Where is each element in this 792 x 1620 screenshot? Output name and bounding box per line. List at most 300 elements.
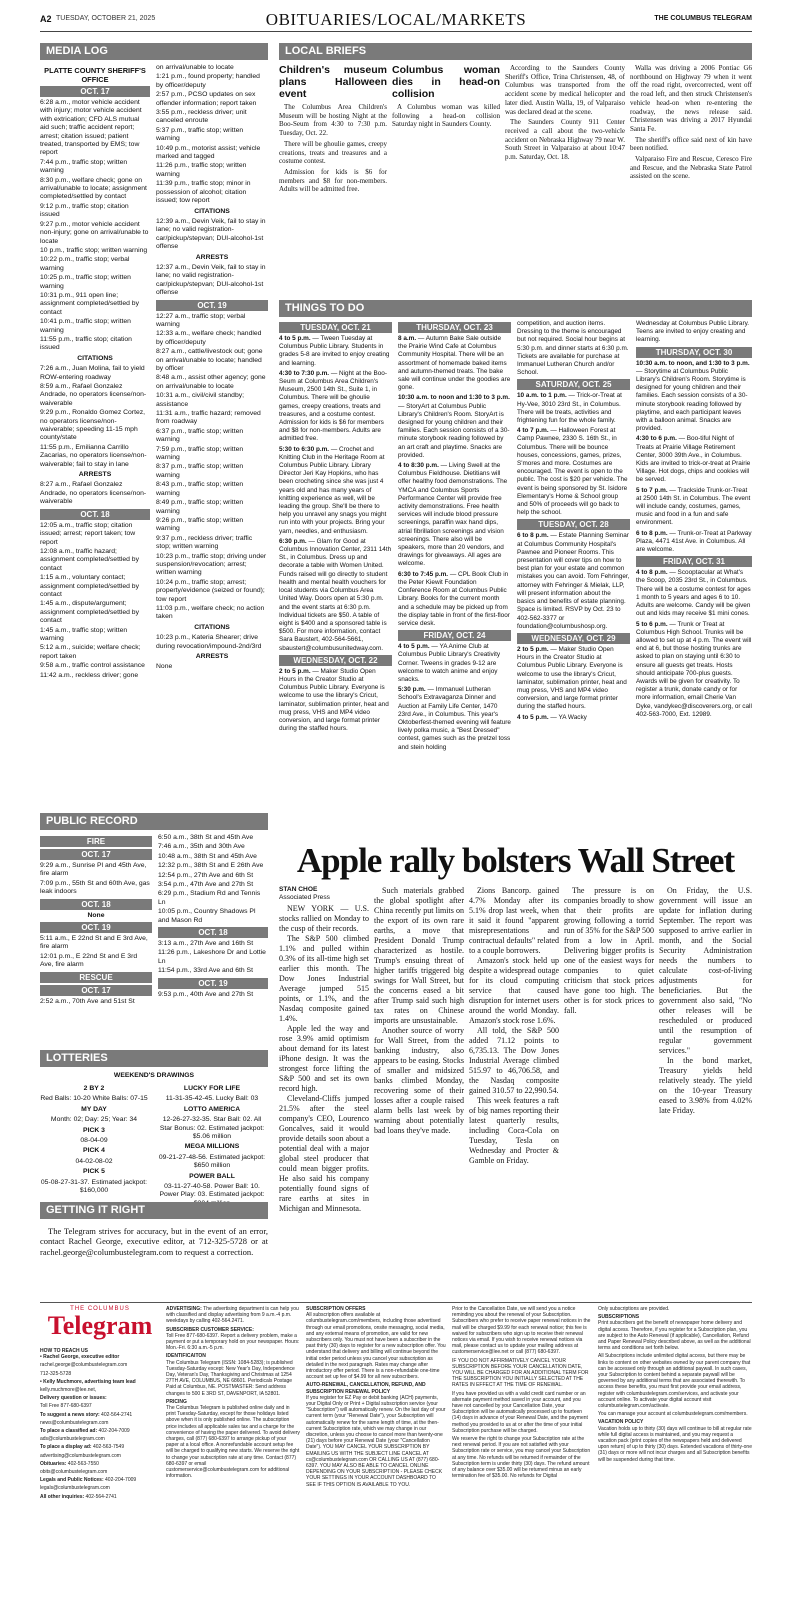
event-time: 10 a.m. to 1 p.m.	[517, 392, 567, 400]
log-entry: 8:37 p.m., traffic stop; written warning	[156, 463, 244, 479]
event-entry	[517, 532, 630, 630]
category-label: ARRESTS	[195, 653, 229, 660]
footer-text: news@columbustelegram.com	[40, 1419, 109, 1426]
log-entry: 1:21 p.m., found property; handled by officer/deputy	[156, 73, 260, 89]
footer-text: ads@columbustelegram.com	[40, 1436, 105, 1443]
event-time: 4 to 5 p.m.	[398, 643, 430, 651]
event-entry	[636, 569, 752, 618]
category-label: ARRESTS	[195, 253, 229, 261]
footer-label: All other inquiries:	[40, 1493, 85, 1500]
log-entry: 12:01 p.m., E 22nd St and E 3rd Ave, fire alarm	[40, 952, 138, 969]
log-entry: 7:44 p.m., traffic stop; written warning	[40, 158, 128, 175]
brief-2-para: The Saunders County 911 Center received a call about the two-vehicle accident on Nebraska Highway 79 near W. South Street in Valparaiso at about 10:47 p.m. Saturday, Oct. 18.	[505, 118, 625, 162]
event-time: 6 to 8 p.m.	[517, 532, 549, 540]
footer-item	[40, 1379, 160, 1385]
event-time: 6:30 to 7:45 p.m.	[398, 570, 449, 578]
event-entry	[636, 360, 752, 434]
footer-label: • Rachel George, executive editor	[40, 1354, 120, 1361]
log-entry: 6:37 p.m., traffic stop; written warning	[156, 427, 244, 444]
category-label: ARRESTS	[78, 471, 112, 479]
footer-label: To place a display ad:	[40, 1444, 92, 1451]
lottery-numbers: 11-31-35-42-45. Lucky Ball: 03	[165, 1095, 259, 1103]
footer-value: 402-563-7550	[66, 1460, 99, 1467]
date-subhead: OCT. 18	[40, 509, 150, 520]
footer-heading: SUBSCRIBER CUSTOMER SERVICE:	[166, 1326, 254, 1333]
story-col-5	[659, 886, 752, 1300]
public-record-header: PUBLIC RECORD	[40, 813, 268, 830]
log-entry: 9:29 a.m., Sunrise Pl and 45th Ave, fire alarm	[40, 862, 147, 878]
event-text: — CPL Book Club in the Peter Kiewit Foundation Conference Room at Columbus Public Library. Books for the current month and a schedule may be picked up from the display table in front of the first-floor service desk.	[398, 570, 510, 627]
log-entry: 11:31 a.m., traffic hazard; removed from roadway	[156, 410, 261, 426]
public-record-col-right	[158, 834, 268, 1044]
page-header	[40, 10, 752, 32]
footer-item	[40, 1412, 160, 1418]
footer-item	[40, 1354, 160, 1360]
log-entry: 9:27 p.m., motor vehicle accident non-injury; gone on arrival/unable to locate	[40, 220, 149, 245]
footer-heading: PRICING	[166, 1398, 187, 1405]
event-time: 8 a.m.	[398, 335, 417, 342]
footer-item	[166, 1306, 300, 1325]
event-time: 4 to 8 p.m.	[636, 569, 668, 577]
event-entry	[279, 370, 392, 444]
story-para: Such materials grabbed the global spotlight after China recently put limits on the export of its own rare earths, a move that President Donald Trump characterized as hostile. Trump's ensuing threat of higher tariffs triggered big swings for Wall Street, but the concerns eased a bit after Trump said such high tax rates on Chinese imports are unsustainable.	[374, 886, 464, 1025]
log-entry: 12:27 a.m., traffic stop; verbal warning	[156, 312, 246, 328]
log-entry: 11:55 p.m., traffic stop; citation issued	[40, 335, 132, 352]
log-entry: 10:22 p.m., traffic stop; verbal warning	[40, 256, 130, 272]
log-entry: 1:45 a.m., traffic stop; written warning	[40, 626, 128, 642]
footer-text: rachel.george@columbustelegram.com	[40, 1362, 128, 1369]
footer-value: The advertising department is can help you with classified and display advertising from 9 a.m.-4 p.m. weekdays by calling 402-564.2471.	[166, 1306, 299, 1325]
media-log-col-right	[156, 64, 268, 799]
lotteries-header: LOTTERIES	[40, 1050, 268, 1067]
event-text: — Scooptacular at What's the Scoop, 2035 23rd St., in Columbus. There will be a costume contest for ages 1 month to 5 years and ages 6 to 10. Adults are welcome. Candy will be given out and kids may receive $1 mini cones.	[636, 569, 751, 618]
footer-value: 402-563-7549	[91, 1444, 125, 1451]
event-entry	[398, 462, 511, 569]
media-log-header: MEDIA LOG	[40, 43, 268, 60]
log-entry: 10:41 p.m., traffic stop; written warning	[40, 318, 131, 334]
brief-2-headline: Columbus woman dies in head-on collision	[392, 64, 500, 100]
fire-subhead: FIRE	[40, 836, 152, 847]
log-entry: 9:53 p.m., 40th Ave and 27th St	[158, 990, 254, 998]
footer-value: 402-204-7009	[97, 1428, 130, 1435]
log-entry: 12:37 a.m., Devin Veik, fail to stay in lane; no valid registration-car/pickup/stepvan; DUI-alcohol-1st offense	[156, 263, 266, 297]
event-entry	[636, 530, 752, 555]
event-time: 5:30 p.m.	[398, 686, 426, 694]
log-entry: 3:13 a.m., 27th Ave and 16th St	[158, 940, 254, 948]
footer-heading: IDENTIFICAITON	[166, 1353, 206, 1360]
event-text: — YA Anime Club at Columbus Public Library's Creativity Corner. Tweens in grades 9-12 are welcome to watch anime and enjoy snacks.	[398, 643, 501, 683]
event-entry	[517, 714, 630, 722]
category-label: CITATIONS	[194, 207, 230, 215]
none-label: None	[87, 911, 105, 919]
date-subhead: OCT. 17	[40, 985, 152, 996]
brief-2-para: A Columbus woman was killed following a head-on collision Saturday night in Saunders County.	[392, 103, 500, 129]
rescue-subhead: RESCUE	[40, 972, 152, 983]
event-text: — StoryArt at Columbus Public Library's Children's Room. StoryArt is designed for young children and their families. Each session consists of a 30-minute storybook reading followed by an art craft and playtime. Snacks are provided.	[398, 402, 510, 459]
media-log-right-entries	[156, 64, 268, 672]
event-text: — Maker Studio Open Hours in the Creator Studio at Columbus Public Library. Everyone is welcome to use the library's Cricut, laminator, sublimation printer, heat and mug press, VHS and MP4 video conversion, and large format printer during the staffed hours.	[279, 667, 389, 733]
day-subhead: THURSDAY, OCT. 30	[636, 347, 752, 358]
event-entry	[398, 686, 511, 752]
footer-col-4	[452, 1306, 592, 1616]
brief-2-para: Walla was driving a 2006 Pontiac G6 northbound on Highway 79 when it went off the road right, overcorrected, went off the road left, and then struck Christensen's vehicle head-on when re-entering the roadway, the news release said. Christensen was driving a 2017 Hyundai Santa Fe.	[630, 64, 752, 133]
telegram-logo	[40, 1306, 160, 1346]
story-col-4	[564, 886, 654, 1300]
log-entry: 7:26 a.m., Juan Molina, fail to yield ROW-entering roadway	[40, 365, 145, 381]
page-number: A2	[40, 14, 52, 24]
lottery-numbers: 04-02-08-02	[75, 1157, 113, 1165]
date-subhead: OCT. 17	[40, 86, 150, 97]
event-entry	[517, 646, 630, 712]
footer-value: 402-204-7009	[103, 1477, 137, 1484]
brief-2-para: According to the Saunders County Sheriff's Office, Trina Christensen, 48, of Columbus was transported from the accident scene by medical helicopter and later died. Austin Walla, 19, of Valparaiso was declared dead at the scene.	[505, 64, 625, 116]
log-entry: 7:59 p.m., traffic stop; written warning	[156, 445, 244, 462]
event-time: 10:30 a.m. to noon and 1:30 to 3 p.m.	[398, 394, 510, 402]
footer-label: To place a classified ad:	[40, 1428, 98, 1435]
event-text: — Maker Studio Open Hours in the Creator Studio at Columbus Public Library. Everyone is welcome to use the library's Cricut, laminator, sublimation printer, heat and mug press, VHS and MP4 video conversion, and large format printer during the staffed hours.	[517, 645, 627, 711]
story-para: Cleveland-Cliffs jumped 21.5% after the steel company's CEO, Lourenco Goncalves, said it would provide details soon about a potential deal with a major global steel producer that could mean bigger profits. He also said his company potentially found signs of rare earths at sites in Michigan and Minnesota.	[279, 1094, 369, 1213]
footer-heading: SUBSCRIPTION OFFERS	[306, 1306, 366, 1312]
brief-1-col-a	[279, 64, 387, 294]
log-entry: None	[156, 663, 173, 671]
log-entry: 1:45 a.m., dispute/argument; assignment completed/settled by contact	[40, 600, 139, 625]
event-time: 5 to 6 p.m.	[636, 620, 668, 628]
footer-contacts	[40, 1348, 160, 1616]
log-entry: 11:26 p.m., traffic stop; written warning	[156, 162, 247, 178]
footer-value: 402-564-2741	[84, 1493, 117, 1500]
log-entry: 2:57 p.m., PCSO updates on sex offender information; report taken	[156, 91, 257, 107]
footer-text: kelly.muchmore@lee.net,	[40, 1387, 97, 1394]
footer-label: Obituaries:	[40, 1460, 67, 1467]
footer-label: Delivery question or issues:	[40, 1395, 107, 1402]
event-time: 5 to 7 p.m.	[636, 486, 668, 494]
log-entry: 10:24 p.m., traffic stop; arrest; property/evidence (seized or found); tow report	[156, 578, 265, 603]
event-text: — Trunk-or-Treat at Parkway Plaza, 4471 41st Ave. in Columbus. All are welcome.	[636, 529, 752, 554]
footer-heading: VACATION POLICY	[598, 1419, 644, 1426]
lottery-game: PICK 5	[83, 1168, 105, 1176]
log-entry: 8:43 p.m., traffic stop; written warning	[156, 481, 244, 497]
log-entry: 6:28 a.m., motor vehicle accident with injury; motor vehicle accident with extrication; CFD ALS mutual aid such; traffic accident report; arrest; citation issued; patient treated, transported by EMS; tow report	[40, 99, 142, 157]
footer-text: Prior to the Cancellation Date, we will send you a notice reminding you about the renewal of your Subscription. Subscribers who prefer to receive paper renewal notices in the mail will be charged $9.99 for each renewal notice; this fee is waived for subscribers who sign up to receive their renewal notices via email. If you wish to receive renewal notices via mail, please contact us to update your mailing address at customerservice@lee.net or call (877) 680-6397.	[452, 1306, 591, 1356]
section-title: OBITUARIES/LOCAL/MARKETS	[265, 10, 527, 29]
event-time: 4:30 to 6 p.m.	[636, 435, 677, 443]
story-para: The pressure is on companies broadly to show that their profits are growing following a torrid run of 35% for the S&P 500 from a low in April. Delivering bigger profits is one of the easiest ways for companies to quiet criticism that stock prices have gone too high. The other is for stock prices to fall.	[564, 886, 654, 1015]
footer-col-5	[598, 1306, 752, 1616]
event-entry	[636, 621, 752, 719]
date-subhead: OCT. 18	[158, 927, 268, 938]
event-entry	[398, 335, 511, 392]
event-entry	[517, 392, 630, 425]
lottery-game: MEGA MILLIONS	[184, 1143, 240, 1151]
day-subhead: FRIDAY, OCT. 24	[398, 630, 511, 641]
log-entry: 11:03 p.m., welfare check; no action taken	[156, 604, 265, 621]
log-entry: 9:29 p.m., Ronaldo Gomez Cortez, no operators license/non-waiverable; speeding 11-15 mph county/state	[40, 409, 146, 442]
log-entry: 10:23 p.m., traffic stop; driving under suspension/revocation; arrest; written warning	[156, 552, 267, 577]
footer-item	[40, 1477, 160, 1483]
footer-label: • Kelly Muchmore, advertising team lead	[40, 1378, 136, 1385]
event-text: — YA Wacky	[550, 713, 587, 721]
story-para: NEW YORK — U.S. stocks rallied on Monday to the cusp of their records.	[279, 904, 369, 933]
event-entry	[398, 394, 511, 460]
log-entry: 9:37 p.m., reckless driver; traffic stop; written warning	[156, 534, 253, 551]
log-entry: 5:11 a.m., E 22nd St and E 3rd Ave, fire alarm	[40, 935, 148, 951]
footer-label: ADVERTISING:	[166, 1306, 202, 1312]
brief-1-para: The Columbus Area Children's Museum will be hosting Night at the Boo-Seum from 4:30 to 7:30 p.m. Tuesday, Oct. 22.	[279, 103, 387, 138]
footer-text: Vacation holds up to thirty (30) days will continue to bill at regular rate while full digital access is maintained, and you may request a vacation pack (print copies of the newspapers held and delivered upon return) of up to thirty (30) days. Extended vacations of thirty-one (31) days or more will not incur charges and all Subscription benefits will be suspended during that time.	[598, 1425, 752, 1463]
logo-wordmark: Telegram	[47, 1311, 153, 1340]
footer-label: Legals and Public Notices:	[40, 1477, 104, 1484]
footer-label: To suggest a news story:	[40, 1411, 100, 1418]
story-para: All told, the S&P 500 added 71.12 points to 6,735.13. The Dow Jones Industrial Average climbed 515.97 to 46,706.58, and the Nasdaq composite gained 310.57 to 22,990.54.	[469, 1026, 559, 1095]
footer-item	[40, 1428, 160, 1434]
lottery-numbers: 09-21-27-48-56. Estimated jackpot: $650 million	[158, 1153, 266, 1170]
footer-text: IF YOU DO NOT AFFIRMATIVELY CANCEL YOUR SUBSCRIPTION BEFORE YOUR CANCELLATION DATE, YOU WILL BE CHARGED FOR AN ADDITIONAL TERM FOR THE SUBSCRIPTION YOU INITIALLY SELECTED AT THE RATES IN EFFECT AT THE TIME OF RENEWAL.	[452, 1357, 589, 1389]
log-entry: 11:54 p.m., 33rd Ave and 6th St	[158, 967, 253, 975]
log-entry: 12:54 p.m., 27th Ave and 6th St	[158, 871, 254, 879]
log-entry: 12:08 a.m., traffic hazard; assignment completed/settled by contact	[40, 547, 139, 572]
fire-entries	[40, 849, 152, 970]
event-text: — Immanuel Lutheran School's Extravaganza Dinner and Auction at Family Life Center, 1470 23rd Ave., in Columbus. This year's Oktoberfest-themed evening will feature lively polka music, a "Best Dressed" contest, games such as the pretzel toss and stein holding	[398, 686, 511, 751]
event-time: 4 to 7 p.m.	[517, 427, 549, 435]
event-time: 4 to 8:30 p.m.	[398, 462, 439, 470]
event-text: Wednesday at Columbus Public Library. Teens are invited to enjoy creating and learning.	[636, 320, 750, 344]
main-headline: Apple rally bolsters Wall Street	[296, 841, 735, 880]
log-entry: 11:55 p.m., Emilianna Carrillo Zacarias, no operators license/non-waiverable; fail to stay in lane	[40, 443, 147, 468]
footer-text: All Subscriptions include unlimited digital access, but there may be links to content on other websites owned by our parent company that can be accessed only through an additional paywall. In such cases, your Subscription to content behind a separate paywall will be governed by any additional terms that are associated therewith. To access these benefits, you must first provide your email address, register with columbustelegram.com/services, and activate your account online. To activate your digital account visit columbustelegram.com/activate.	[598, 1353, 751, 1410]
brief-2-col-c	[630, 64, 752, 294]
event-text: — Night at the Boo-Seum at Columbus Area Children's Museum, 2500 14th St., Suite 1, in Columbus. There will be ghoulie games, creepy creations, treats and treasures, and a costume contest. Admission for kids is $6 for members and $8 for non-members. Adults are admitted free.	[279, 369, 387, 443]
story-para: The S&P 500 climbed 1.1% and pulled within 0.3% of its all-time high set earlier this month. The Dow Jones Industrial Average jumped 515 points, or 1.1%, and the Nasdaq composite gained 1.4%.	[279, 934, 369, 1023]
story-col-2	[374, 886, 464, 1300]
log-entry: 12:05 a.m., traffic stop; citation issued; arrest; report taken; tow report	[40, 521, 136, 546]
footer-col-2	[166, 1306, 300, 1616]
story-col-1	[279, 904, 369, 1300]
date-subhead: OCT. 19	[156, 300, 268, 311]
log-entry: 8:48 a.m., assist other agency; gone on arrival/unable to locate	[156, 374, 266, 390]
log-entry: 8:49 p.m., traffic stop; written warning	[156, 499, 244, 515]
getting-it-right-header: GETTING IT RIGHT	[40, 1202, 268, 1219]
footer-item	[40, 1461, 160, 1467]
event-time: 4 to 5 p.m.	[279, 335, 311, 342]
log-entry: 10:48 a.m., 38th St and 45th Ave	[158, 852, 257, 860]
footer-item	[40, 1494, 160, 1500]
story-para: Apple led the way and rose 3.9% amid optimism about demand for its latest iPhone design. It was the strongest force lifting the S&P 500 and set its own record high.	[279, 1024, 369, 1093]
event-time: 4 to 5 p.m.	[517, 713, 549, 721]
lottery-numbers: 03-11-27-40-58. Power Ball: 10. Power Play: 03. Estimated jackpot:	[159, 1183, 265, 1199]
log-entry: on arrival/unable to locate	[156, 64, 234, 71]
footer-heading: SUBSCRIPTIONS	[598, 1314, 640, 1321]
rescue-entries	[40, 985, 152, 1006]
log-entry: 9:26 p.m., traffic stop; written warning	[156, 516, 244, 533]
log-entry: 1:15 a.m., voluntary contact; assignment completed/settled by contact	[40, 574, 139, 598]
day-subhead: FRIDAY, OCT. 31	[636, 556, 752, 567]
event-entry	[279, 446, 392, 536]
log-entry: 10:05 p.m., Country Shadows Pl and Mason Rd	[158, 908, 256, 924]
log-entry: 5:12 a.m., suicide; welfare check; report taken	[40, 644, 141, 660]
brief-2-para: The sheriff's office said next of kin have been notified.	[630, 135, 752, 153]
lottery-col-right	[156, 1083, 268, 1199]
page-date: TUESDAY, OCTOBER 21, 2025	[56, 15, 156, 22]
brief-2-col-b	[505, 64, 625, 294]
footer-item	[40, 1395, 160, 1401]
footer-rule	[40, 1302, 752, 1303]
correction-policy: The Telegram strives for accuracy, but in the event of an error, contact Rachel George, executive editor, at 712-325-5728 or at rachel.george@columbustelegram.com to request a correction.	[40, 1226, 268, 1257]
event-entry	[398, 571, 511, 628]
things-col-4	[636, 320, 752, 830]
footer-text: The Columbus Telegram is published online daily and in print Tuesday-Saturday, except for those holidays listed above when it is only published online. The subscription price includes all applicable sales tax and a charge for the convenience of having the paper delivered. To avoid delivery charges, call (877) 680-6397 to arrange pickup of your paper at a local office. A nonrefundable account setup fee will be charged to qualifying new starts. We reserve the right to change your subscription rate at any time. Contact (877) 680-6397 or email customerservice@columbustelegram.com for additional information.	[166, 1405, 300, 1480]
day-subhead: WEDNESDAY, OCT. 22	[279, 655, 392, 666]
footer-value: 402-564-2741	[99, 1411, 133, 1418]
log-entry: 10:31 p.m., 911 open line; assignment completed/settled by contact	[40, 291, 139, 316]
log-entry: 10:23 p.m., Kateria Shearer; drive during revocation/impound-2nd/3rd	[156, 634, 262, 650]
lottery-numbers: Red Balls: 10-20 White Balls: 07-15	[40, 1095, 148, 1103]
footer-text: obits@columbustelegram.com	[40, 1469, 108, 1476]
things-col-3	[517, 320, 630, 830]
byline-author: STAN CHOE	[279, 886, 318, 893]
event-time: 4:30 to 7:30 p.m.	[279, 369, 330, 377]
lottery-col-left	[40, 1083, 148, 1195]
lottery-numbers: Month: 02; Day: 25; Year: 34	[50, 1116, 138, 1124]
public-record-col-left	[40, 834, 152, 1044]
footer-text: If you register for EZ Pay or debit banking (ACH) payments, your Digital Only or Print + Digital subscription service (your "Subscription") will automatically renew. On the last day of your current term (your "Renewal Date"), your Subscription will automatically renew for the same length of time, at the then-current Subscription rate, which we may change in our discretion, unless you choose to cancel more than twenty-one (21) days before your Renewal Date (your "Cancellation Date"). YOU MAY CANCEL YOUR SUBSCRIPTION BY EMAILING US WITH THE SUBJECT LINE CANCEL AT cs@columbustelegram.com OR CALLING US AT (877) 680-6397. YOU MAY ALSO BE ABLE TO CANCEL ONLINE DEPENDING ON YOUR SUBSCRIPTION - PLEASE CHECK YOUR SETTINGS IN YOUR ACCOUNT DASHBOARD TO SEE IF THIS OPTION IS AVAILABLE TO YOU.	[306, 1394, 446, 1488]
log-entry: 11:26 p.m., Lakeshore Dr and Lottie Ln	[158, 949, 266, 965]
log-entry: 10 p.m., traffic stop; written warning	[40, 246, 148, 254]
event-text: — Autumn Bake Sale outside the Prairie Wind Cafe at Columbus Community Hospital. There will be an assortment of homemade baked items and autumn-themed treats. The bake sale will continue under the goodies are gone.	[398, 335, 511, 392]
event-text: — Trunk or Treat at Columbus High School. Trunks will be allowed to set up at 4 p.m. The event will end at 6, but those hosting trunks are asked to plan on staying until 6:30 to ensure all guests get treats. Hosts should anticipate 700-plus guests. Awards will be given for creativity. To register a trunk, donate candy or for more information, email Cherie Van Dyke, vandykec@discoverers.org, or call 402-563-7000, Ext. 12989.	[636, 620, 752, 718]
event-text: — Crochet and Knitting Club in the Heritage Room at Columbus Public Library. Library Director Jeri Kay Hopkins, who has been crocheting since she was just 4 years old and has many years of knitting experience as well, will be leading the group. She'll be there to help you unravel any snags you might run into with your projects. Bring your yarn, needles, and enthusiasm.	[279, 445, 387, 535]
story-para: Amazon's stock held up despite a widespread outage for its cloud computing service that caused disruption for internet users around the world Monday. Amazon's stock rose 1.6%.	[469, 956, 559, 1025]
event-time: 6 to 8 p.m.	[636, 529, 668, 537]
event-text: — Trackside Trunk-or-Treat at 2500 14th St. in Columbus. The event will include candy, costumes, games, music and food in a fun and safe environment.	[636, 486, 751, 527]
footer-heading: AUTO-RENEWAL, CANCELLATION, REFUND, AND SUBSCRIPTION RENEWAL POLICY	[306, 1382, 426, 1395]
log-entry: 7:09 p.m., 55th St and 60th Ave, gas leak indoors	[40, 879, 150, 896]
event-entry	[636, 435, 752, 484]
local-briefs-header: LOCAL BRIEFS	[279, 43, 752, 60]
story-col-3	[469, 886, 559, 1300]
logo-subtitle: THE COLUMBUS	[70, 1306, 130, 1312]
event-entry	[636, 487, 752, 528]
footer-text: Print subscribers get the benefit of newspaper home delivery and digital access. Therefore, if you register for a Subscription plan, you are subject to the Auto Renewal (if applicable), Cancellation, Refund and Paper Renewal Policy described above, as well as the additional terms and conditions set forth below.	[598, 1320, 751, 1352]
event-time: 5:30 to 6:30 p.m.	[279, 445, 330, 453]
event-text: — Storytime at Columbus Public Library's Children's Room. Storytime is designed for young children and their families. Each session consists of a 30-minute storybook reading followed by playtime, and each participant leaves with a balloon animal. Snacks are provided.	[636, 367, 748, 433]
log-entry: 9:58 a.m., traffic control assistance	[40, 662, 145, 670]
event-entry	[517, 427, 630, 517]
event-text: — Trick-or-Treat at Hy-Vee, 3010 23rd St., in Columbus. There will be treats, activities and frightening fun for the whole family.	[517, 392, 622, 425]
things-col-2	[398, 320, 511, 830]
footer-heading: HOW TO REACH US	[40, 1348, 88, 1354]
category-label: CITATIONS	[194, 623, 230, 631]
footer-text: advertising@columbustelegram.com	[40, 1452, 121, 1459]
log-entry: 3:55 p.m., reckless driver; unit canceled enroute	[156, 109, 247, 125]
media-log-col-left	[40, 64, 150, 799]
log-entry: 8:27 a.m., cattle/livestock out; gone on arrival/unable to locate; handled by officer	[156, 348, 263, 372]
log-entry: 12:39 a.m., Devin Veik, fail to stay in lane; no valid registration-car/pickup/stepvan; DUI-alcohol-1st offense	[156, 217, 266, 251]
log-entry: 7:46 a.m., 35th and 30th Ave	[158, 843, 245, 851]
log-entry: 10:49 p.m., motorist assist; vehicle marked and tagged	[156, 144, 261, 161]
brief-2-para: Valparaiso Fire and Rescue, Ceresco Fire and Rescue, and the Nebraska State Patrol assisted on the scene.	[630, 155, 752, 181]
brief-1-para: Admission for kids is $6 for members and $8 for non-members. Adults will be admitted free.	[279, 167, 387, 194]
event-time: 2 to 5 p.m.	[279, 667, 311, 675]
log-entry: 6:50 a.m., 38th St and 45th Ave	[158, 834, 254, 841]
log-entry: 8:59 a.m., Rafael Gonzalez Andrade, no operators license/non-waiverable	[40, 383, 147, 407]
day-subhead: SATURDAY, OCT. 25	[517, 379, 630, 390]
footer-text: If you have provided us with a valid credit card number or an alternate payment method saved in your account, and you have not cancelled by your Cancellation Date, your Subscription will be automatically processed up to fourteen (14) days in advance of your Renewal Date, and the payment method you provided to us at or after the time of your initial Subscription purchase will be charged.	[452, 1390, 588, 1434]
byline-agency: Associated Press	[279, 894, 330, 901]
log-entry: 8:30 p.m., welfare check; gone on arrival/unable to locate; assignment completed/settled by contact	[40, 176, 147, 201]
log-entry: 3:54 p.m., 47th Ave and 27th St	[158, 881, 254, 889]
event-text: — Living Swell at the Columbus Fieldhouse. Dietitians will offer healthy food demonstrations. The YMCA and Columbus Sports Performance Center will provide free activity demonstrations. Free health services will include blood pressure screenings, paraffin wax hand dips, atrial fibrillation screenings and vision screenings. There also will be speakers, more than 20 vendors, and drawings for giveaways. All ages are welcome.	[398, 462, 508, 568]
lottery-game: PICK 3	[83, 1126, 105, 1134]
event-time: 2 to 5 p.m.	[517, 645, 549, 653]
log-entry: 5:37 p.m., traffic stop; written warning	[156, 126, 244, 143]
story-para: On Friday, the U.S. government will issue an update for inflation during September. The report was supposed to arrive earlier in month, and the Social Security Administration needs the numbers to calculate cost-of-living adjustments for beneficiaries. But the government also said, "No other releases will be rescheduled or produced until the resumption of regular government services."	[659, 886, 752, 1055]
event-text: — Halloween Forest at Camp Pawnee, 2330 S. 16th St., in Columbus. There will be bounce houses, concessions, games, prizes, S'mores and more. Costumes are encouraged. The event is open to the public. The cost is $20 per vehicle. The event is being sponsored by St. Isidore Elementary's Home & School group and 50% of proceeds will go back to help the school.	[517, 427, 628, 517]
event-entry	[517, 320, 630, 377]
story-para: Zions Bancorp. gained 4.7% Monday after its 5.1% drop last week, when it said it found "apparent misrepresentations and contractual defaults" related to a couple borrowers.	[469, 886, 559, 955]
footer-text: The Columbus Telegram (ISSN: 1084-5283); is published Tuesday-Saturday except: New Year's Day, Independence Day, Veteran's Day, Thanksgiving and Christmas at 1254 27TH AVE, COLUMBUS, NE 68601. Periodicals Postage Paid at Columbus, NE. POSTMASTER: Send address changes to 500 E 3RD ST, DAVENPORT, IA 52801.	[166, 1359, 295, 1397]
footer-text: Toll Free 877-680-6397. Report a delivery problem, make a payment or put a temporary hold on your newspaper. Hours: Mon.-Fri. 6:30 a.m.-5 p.m.	[166, 1332, 300, 1352]
lottery-game: 2 BY 2	[83, 1085, 105, 1092]
footer-col-3	[306, 1306, 446, 1616]
media-log-office: PLATTE COUNTY SHERIFF'S OFFICE	[44, 66, 146, 84]
footer-text: Toll Free 877-680-6397	[40, 1403, 92, 1410]
event-text: competition, and auction items. Dressing to the theme is encouraged but not required. Social hour begins at 5:30 p.m. and dinner starts at 6:30 p.m. Tickets are available for purchase at Immanuel Lutheran Church and/or School.	[517, 320, 629, 377]
brief-1-headline: Children's museum plans Halloween event	[279, 64, 387, 100]
date-subhead: OCT. 17	[40, 849, 152, 860]
lottery-numbers: 12-26-27-32-35. Star Ball: 02. All Star Bonus: 02. Estimated jackpot: $5.06 million	[159, 1116, 265, 1141]
event-text: — Glam for Good at Columbus Innovation Center, 2311 14th St., in Columbus. Dress up and decorate a table with Women United. Funds raised will go directly to student health and mental health vouchers for local students via Columbus Area United Way. Doors open at 5:30 p.m. and the event starts at 6:30 p.m. Individual tickets are $50. A table of eight is $400 and a sponsored table is $500. For more information, contact Sara Baustert, 402-564-5661, sbaustert@columbusunitedway.com.	[279, 537, 392, 652]
media-log-left-entries	[40, 86, 150, 680]
weekend-drawings: WEEKEND'S DRAWINGS	[113, 1072, 195, 1079]
brief-2-col-a	[392, 64, 500, 294]
date-subhead: OCT. 19	[158, 978, 268, 989]
day-subhead: TUESDAY, OCT. 28	[517, 519, 630, 530]
footer-text: 712-325-5728	[40, 1370, 72, 1377]
footer-text: Only subscriptions are provided.	[598, 1306, 670, 1312]
event-text: — Boo-tiful Night of Treats at Prairie Village Retirement Center, 3000 39th Ave., in Columbus. Kids are invited to trick-or-treat at Prairie Village. Hot dogs, chips and cookies will be served.	[636, 435, 751, 484]
log-entry: 10:25 p.m., traffic stop; written warning	[40, 274, 131, 290]
event-entry	[279, 538, 392, 653]
story-para: In the bond market, Treasury yields held relatively steady. The yield on the 10-year Treasury eased to 3.98% from 4.02% late Friday.	[659, 1056, 752, 1115]
log-entry: 11:42 a.m., reckless driver; gone	[40, 671, 139, 679]
event-entry	[279, 668, 392, 734]
event-text: — Estate Planning Seminar at Columbus Community Hospital's Pawnee and Pioneer Rooms. This presentation will cover tips on how to best plan for your estate and common mistakes you can avoid. Tom Fehringer, attorney with Fehringer & Mielak, LLP, will present information about the basics and benefits of estate planning. Space is limited. RSVP by Oct. 23 to 402-562-3377 or foundation@columbushosp.org.	[517, 532, 630, 630]
lottery-numbers: 08-04-09	[80, 1137, 108, 1145]
brief-1-para: There will be ghoulie games, creepy creations, treats and treasures and a costume contest.	[279, 139, 387, 166]
log-entry: 8:27 a.m., Rafael Gonzalez Andrade, no operators license/non-waiverable	[40, 481, 147, 506]
lottery-game: LUCKY FOR LIFE	[183, 1085, 241, 1092]
story-para: Another source of worry for Wall Street, from the banking industry, also appears to be easing. Stocks of smaller and midsized banks climbed Monday, recovering some of their losses after a couple raised alarm bells last week by warning about potentially bad loans they've made.	[374, 1026, 464, 1135]
day-subhead: WEDNESDAY, OCT. 29	[517, 633, 630, 644]
log-entry: 6:29 p.m., Stadium Rd and Tennis Ln	[158, 890, 261, 906]
log-entry: 2:52 a.m., 70th Ave and 51st St	[40, 997, 135, 1005]
story-para: This week features a raft of big names reporting their latest quarterly results, including Coca-Cola on Tuesday, Tesla on Wednesday and Procter & Gamble on Friday.	[469, 1096, 559, 1165]
day-subhead: THURSDAY, OCT. 23	[398, 322, 511, 333]
day-subhead: TUESDAY, OCT. 21	[279, 322, 392, 333]
footer-text: All subscription offers available at columbustelegram.com/members, including those advertised through our email promotions, onsite messaging, social media, and any external means of promotion, are valid for new subscribers only. You must not have been a subscriber in the past thirty (30) days to register for a new subscription offer. You understand that delivery and billing will continue beyond the initial order period unless you cancel your subscription as detailed in the next paragraph. Rates may change after introductory offer period. There is a non-refundable one-time account set up fee of $4.99 for all new subscribers.	[306, 1312, 446, 1381]
footer-text: You can manage your account at columbustelegram.com/members.	[598, 1411, 748, 1418]
log-entry: 9:12 p.m., traffic stop; citation issued	[40, 202, 129, 219]
fire-entries-cont	[158, 834, 268, 999]
event-entry	[398, 643, 511, 684]
date-subhead: OCT. 19	[40, 922, 152, 933]
event-text: — Tween Tuesday at Columbus Public Library. Students in grades 5-8 are invited to enjoy creating and learning.	[279, 335, 390, 367]
things-col-1	[279, 320, 392, 830]
event-entry	[279, 335, 392, 368]
lottery-game: MY DAY	[81, 1105, 107, 1113]
date-subhead: OCT. 18	[40, 899, 152, 910]
lottery-numbers: 05-08-27-31-37. Estimated jackpot: $160,000	[40, 1178, 148, 1195]
